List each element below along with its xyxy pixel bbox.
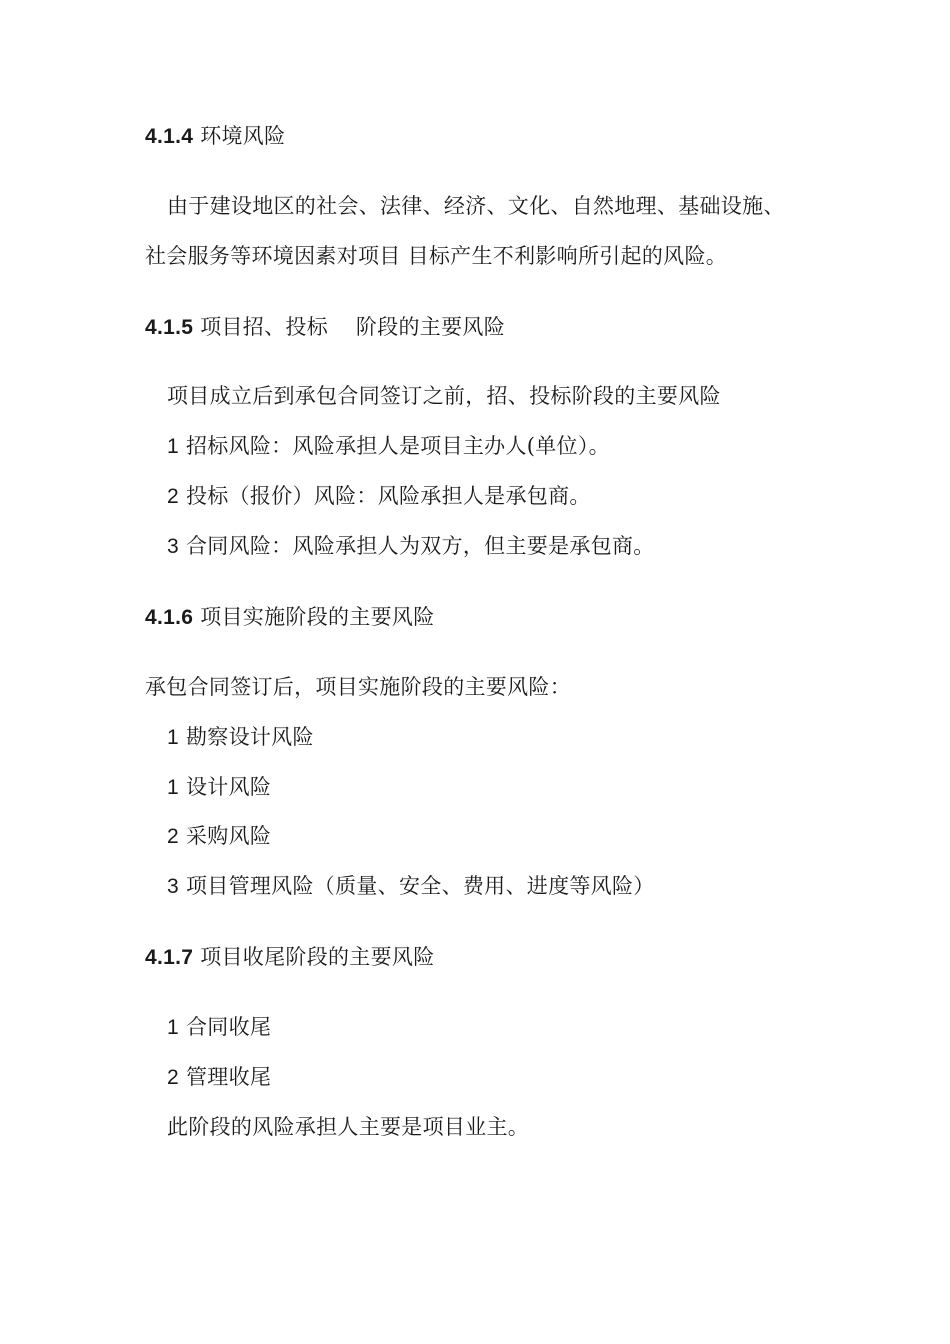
- paragraph-line: 由于建设地区的社会、法律、经济、文化、自然地理、基础设施、: [167, 194, 785, 218]
- section-heading-4-1-4: [145, 121, 285, 152]
- list-item-number: 1: [167, 726, 179, 749]
- list-item: [167, 821, 271, 852]
- list-item-text: 管理收尾: [185, 1065, 272, 1089]
- section-intro: 承包合同签订后，项目实施阶段的主要风险：: [145, 675, 571, 699]
- list-item: [167, 431, 610, 462]
- list-item: [167, 1062, 271, 1093]
- section-number: 4.1.6: [145, 606, 194, 629]
- list-item: [167, 871, 655, 902]
- list-item-text: 招标风险：风险承担人是项目主办人(单位）。: [185, 434, 610, 458]
- list-item-text: 项目管理风险（质量、安全、费用、进度等风险）: [185, 874, 655, 898]
- section-heading-4-1-7: [145, 942, 435, 973]
- section-heading-4-1-6: [145, 602, 435, 633]
- paragraph-line: 社会服务等环境因素对项目 目标产生不利影响所引起的风险。: [145, 244, 728, 268]
- section-title: 项目招、投标 阶段的主要风险: [200, 315, 506, 339]
- list-item-number: 2: [167, 485, 179, 508]
- section-title: 项目实施阶段的主要风险: [200, 605, 435, 629]
- list-item: [167, 772, 271, 803]
- list-item-text: 采购风险: [185, 824, 272, 848]
- list-item-number: 2: [167, 1066, 179, 1089]
- section-number: 4.1.4: [145, 125, 194, 148]
- closing-paragraph: 此阶段的风险承担人主要是项目业主。: [167, 1115, 530, 1139]
- list-item: [167, 1012, 271, 1043]
- section-number: 4.1.7: [145, 946, 194, 969]
- list-item-number: 1: [167, 776, 179, 799]
- section-intro: 项目成立后到承包合同签订之前，招、投标阶段的主要风险: [167, 384, 721, 408]
- section-heading-4-1-5: [145, 312, 505, 343]
- list-item-number: 3: [167, 875, 179, 898]
- list-item: [167, 481, 591, 512]
- list-item-text: 合同收尾: [185, 1015, 272, 1039]
- list-item-text: 合同风险：风险承担人为双方，但主要是承包商。: [185, 534, 655, 558]
- section-title: 项目收尾阶段的主要风险: [200, 945, 435, 969]
- list-item-number: 2: [167, 825, 179, 848]
- list-item-text: 勘察设计风险: [185, 725, 314, 749]
- list-item-text: 投标（报价）风险：风险承担人是承包商。: [185, 484, 591, 508]
- list-item-number: 3: [167, 535, 179, 558]
- list-item-number: 1: [167, 435, 179, 458]
- list-item: [167, 722, 314, 753]
- list-item: [167, 531, 655, 562]
- section-title: 环境风险: [200, 124, 286, 148]
- list-item-text: 设计风险: [185, 775, 272, 799]
- list-item-number: 1: [167, 1016, 179, 1039]
- section-number: 4.1.5: [145, 316, 194, 339]
